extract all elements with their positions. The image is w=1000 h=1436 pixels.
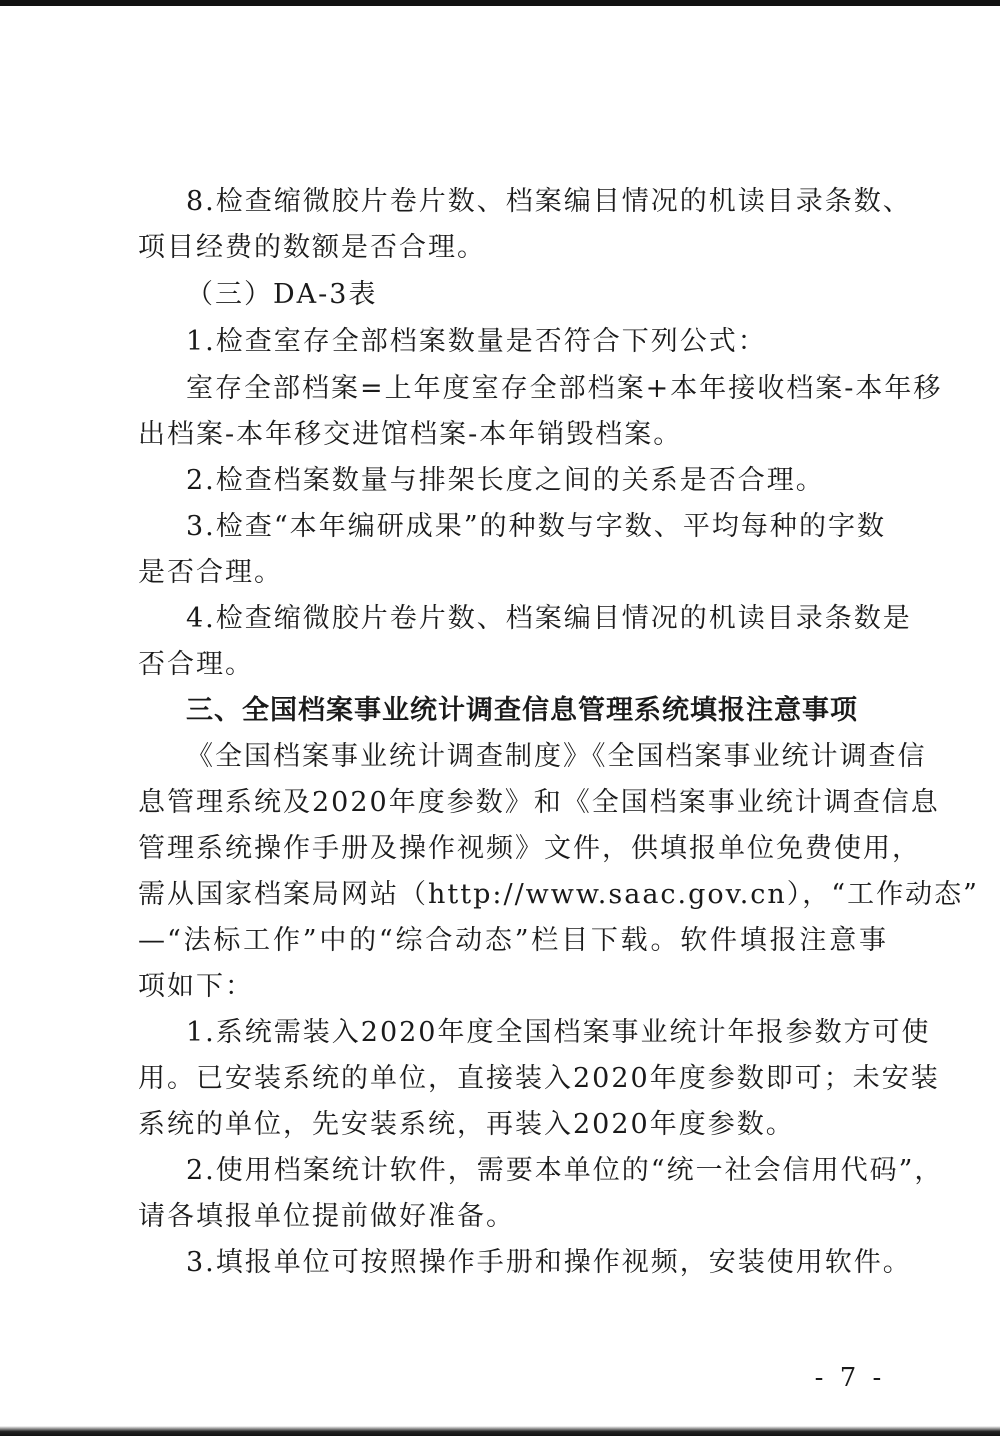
text-line-note-1-end: 系统的单位，先安装系统，再装入2020年度参数。 [138,1109,795,1140]
text-line-da3-item-1: 1.检查室存全部档案数量是否符合下列公式： [186,326,767,357]
text-line-da3-item-4: 4.检查缩微胶片卷片数、档案编目情况的机读目录条数是 [186,603,912,634]
page-number: - 7 - [814,1363,886,1393]
section-heading-da3: （三）DA-3表 [186,279,378,310]
page-top-edge [0,0,1000,6]
text-line-formula: 室存全部档案=上年度室存全部档案+本年接收档案-本年移 [186,373,943,404]
text-line-intro-3: 管理系统操作手册及操作视频》文件，供填报单位免费使用， [138,833,921,864]
text-line-note-1-cont: 用。已安装系统的单位，直接装入2020年度参数即可；未安装 [138,1063,940,1094]
text-line-formula-cont: 出档案-本年移交进馆档案-本年销毁档案。 [138,419,683,450]
text-line-da3-item-3-cont: 是否合理。 [138,557,283,588]
text-line-intro-5: —“法标工作”中的“综合动态”栏目下载。软件填报注意事 [138,925,888,956]
text-line-note-2-cont: 请各填报单位提前做好准备。 [138,1201,515,1232]
text-line-item-8: 8.检查缩微胶片卷片数、档案编目情况的机读目录条数、 [186,186,912,217]
text-line-intro-2: 息管理系统及2020年度参数》和《全国档案事业统计调查信息 [138,787,940,818]
text-line-da3-item-2: 2.检查档案数量与排架长度之间的关系是否合理。 [186,465,825,496]
text-line-intro-1: 《全国档案事业统计调查制度》《全国档案事业统计调查信 [186,741,927,772]
text-line-note-3: 3.填报单位可按照操作手册和操作视频，安装使用软件。 [186,1247,912,1278]
section-heading-system: 三、全国档案事业统计调查信息管理系统填报注意事项 [186,695,858,726]
text-line-intro-url: 需从国家档案局网站（http://www.saac.gov.cn），“工作动态” [138,879,979,910]
text-line-item-8-cont: 项目经费的数额是否合理。 [138,232,486,263]
text-line-note-2: 2.使用档案统计软件，需要本单位的“统一社会信用代码”， [186,1155,944,1186]
text-line-da3-item-4-cont: 否合理。 [138,649,254,680]
text-line-intro-6: 项如下： [138,971,254,1002]
text-line-note-1: 1.系统需装入2020年度全国档案事业统计年报参数方可使 [186,1017,931,1048]
text-line-da3-item-3: 3.检查“本年编研成果”的种数与字数、平均每种的字数 [186,511,886,542]
page-bottom-edge [0,1426,1000,1436]
